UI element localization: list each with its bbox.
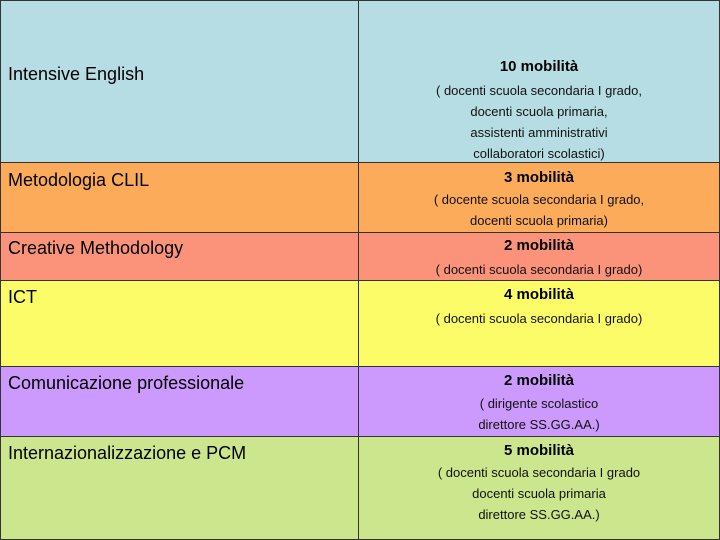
mobility-count: 10 mobilità — [499, 58, 579, 75]
detail-line: collaboratori scolastici) — [473, 146, 605, 161]
mobility-cell — [359, 437, 720, 539]
course-cell — [0, 367, 359, 436]
mobility-cell — [359, 281, 720, 366]
detail-line: docenti scuola primaria, — [470, 104, 608, 119]
participants-detail — [359, 189, 719, 231]
course-cell — [0, 163, 359, 232]
participants-detail — [359, 393, 719, 435]
table-row — [0, 232, 720, 280]
mobility-cell — [359, 367, 720, 436]
detail-line: ( docenti scuola secondaria I grado, — [436, 83, 642, 98]
course-name: Internazionalizzazione e PCM — [8, 443, 247, 463]
course-name: Comunicazione professionale — [8, 373, 245, 393]
table-row — [0, 162, 720, 232]
detail-line: docenti scuola primaria — [472, 486, 606, 501]
participants-detail — [359, 80, 719, 164]
course-cell — [0, 437, 359, 539]
mobility-cell — [359, 163, 720, 232]
mobility-count: 5 mobilità — [503, 442, 574, 459]
detail-line: assistenti amministrativi — [470, 125, 608, 140]
detail-line: ( docenti scuola secondaria I grado) — [435, 311, 643, 326]
course-name: Creative Methodology — [8, 238, 184, 258]
table-row — [0, 436, 720, 540]
detail-line: ( docente scuola secondaria I grado, — [433, 192, 645, 207]
mobility-count: 3 mobilità — [503, 169, 574, 186]
detail-line: ( dirigente scolastico — [479, 396, 599, 411]
detail-line: direttore SS.GG.AA.) — [478, 417, 600, 432]
mobility-cell — [359, 1, 720, 162]
course-name: Metodologia CLIL — [8, 170, 150, 190]
course-cell — [0, 233, 359, 280]
participants-detail — [359, 462, 719, 525]
table-row — [0, 280, 720, 366]
table-row — [0, 366, 720, 436]
detail-line: direttore SS.GG.AA.) — [478, 507, 600, 522]
participants-detail — [359, 259, 719, 280]
course-name: ICT — [8, 287, 37, 307]
course-cell — [0, 281, 359, 366]
course-name: Intensive English — [8, 64, 145, 84]
detail-line: ( docenti scuola secondaria I grado — [437, 465, 641, 480]
table-row — [0, 0, 720, 162]
detail-line: ( docenti scuola secondaria I grado) — [435, 262, 643, 277]
mobility-count: 2 mobilità — [503, 372, 574, 389]
mobility-count: 2 mobilità — [503, 237, 574, 254]
detail-line: docenti scuola primaria) — [469, 213, 608, 228]
course-cell — [0, 1, 359, 162]
participants-detail — [359, 308, 719, 329]
mobility-cell — [359, 233, 720, 280]
mobility-count: 4 mobilità — [503, 286, 574, 303]
